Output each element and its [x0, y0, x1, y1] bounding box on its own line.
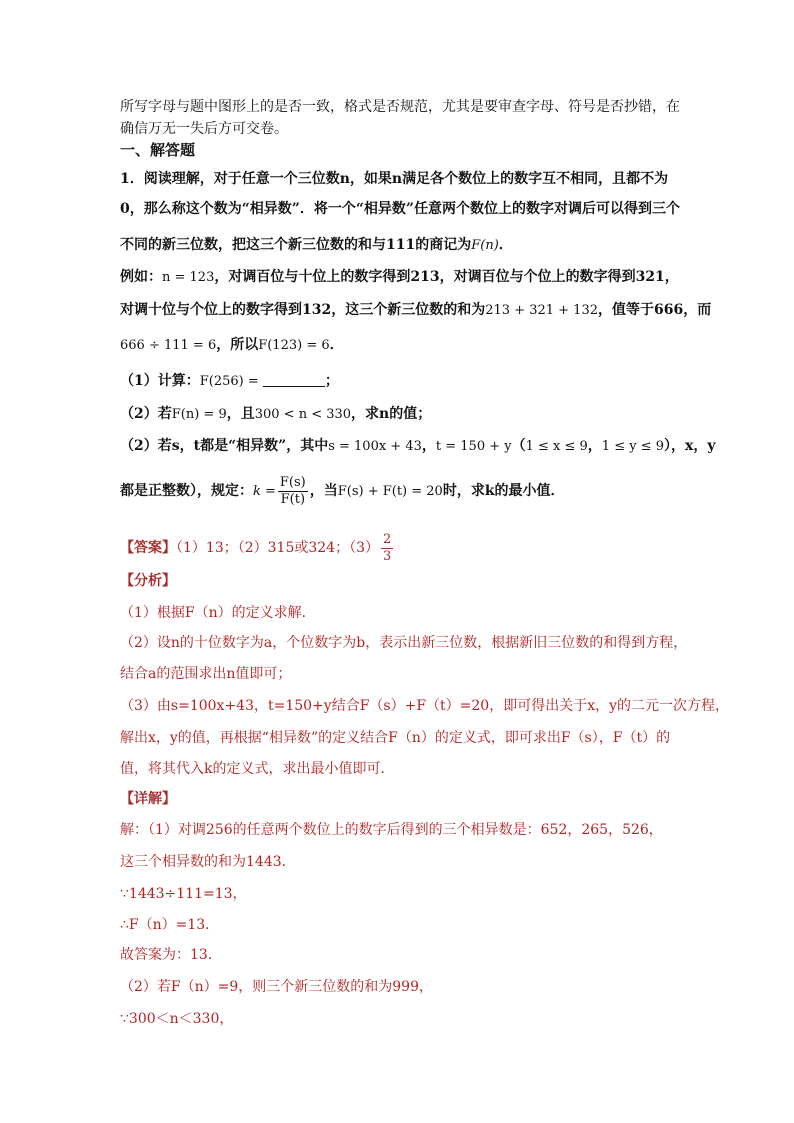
detail-line-4: ∴F（n）=13． — [120, 917, 220, 933]
detail-line-1: 解：（1）对调256的任意两个数位上的数字后得到的三个相异数是：652，265，526， — [120, 822, 663, 838]
question-2-math-1: F(n) = 9 — [171, 407, 227, 422]
example-line-3 — [120, 336, 344, 355]
analysis-label: 【分析】 — [120, 573, 176, 589]
problem-line-1: 1．阅读理解，对于任意一个三位数n，如果n满足各个数位上的数字互不相同，且都不为 — [120, 171, 669, 187]
answer-fraction-denominator: 3 — [382, 548, 392, 564]
problem-line-2: 0，那么称这个数为“相异数”．将一个“相异数”任意两个数位上的数字对调后可以得到三个 — [120, 201, 680, 217]
k-fraction — [278, 475, 308, 508]
fn-notation: F(n) — [471, 238, 499, 253]
detail-line-3: ∵1443÷111=13， — [120, 886, 247, 902]
detail-label: 【详解】 — [120, 791, 176, 807]
intro-line-1: 所写字母与题中图形上的是否一致，格式是否规范，尤其是要审查字母、符号是否抄错，在 — [120, 99, 680, 115]
analysis-line-2: （2）设n的十位数字为a，个位数字为b，表示出新三位数，根据新旧三位数的和得到方程， — [120, 635, 688, 651]
analysis-line-4: （3）由s=100x+43，t=150+y结合F（s）+F（t）=20，即可得出关于x，y的二元一次方程， — [120, 698, 730, 714]
example-math-f123: F(123) = 6 — [258, 338, 330, 353]
answer-blank — [263, 372, 325, 387]
question-2-label: （2）若 — [120, 406, 172, 422]
section-title: 一、解答题 — [120, 141, 196, 159]
analysis-line-1: （1）根据F（n）的定义求解． — [120, 605, 316, 621]
k-fraction-numerator: F(s) — [279, 474, 306, 490]
answer-fraction-numerator: 2 — [382, 531, 392, 547]
k-symbol: k = — [253, 484, 276, 499]
detail-line-6: （2）若F（n）=9，则三个新三位数的和为999， — [120, 979, 433, 995]
example-line-1-text: ，对调百位与十位上的数字得到213，对调百位与个位上的数字得到321， — [214, 269, 679, 285]
analysis-line-6: 值，将其代入k的定义式，求出最小值即可． — [120, 761, 395, 777]
problem-line-3 — [120, 236, 513, 255]
example-math-div: 666 ÷ 111 = 6 — [120, 338, 217, 353]
k-fraction-denominator: F(t) — [280, 491, 306, 507]
answer-text: （1）13；（2）315或324；（3） — [176, 540, 379, 556]
detail-line-7: ∵300＜n＜330， — [120, 1011, 234, 1027]
example-math-n: n = 123 — [162, 270, 215, 285]
example-prefix: 例如： — [120, 269, 162, 285]
question-3 — [120, 437, 715, 456]
answer-line — [120, 528, 395, 568]
example-line-1 — [120, 268, 679, 287]
question-3-label: （2）若s，t都是“相异数”，其中 — [120, 438, 329, 454]
problem-line-3-end: ． — [498, 237, 513, 253]
intro-line-2: 确信万无一失后方可交卷。 — [120, 121, 288, 137]
question-3-math-s: s = 100x + 43 — [328, 439, 422, 454]
question-2-math-2: 300 < n < 330 — [254, 407, 352, 422]
question-3-sep-2: ， — [587, 438, 602, 454]
question-4-label: 都是正整数），规定： — [120, 483, 253, 499]
question-4 — [120, 470, 565, 512]
question-3-sep-1: ， — [421, 438, 436, 454]
example-math-sum: 213 + 321 + 132 — [485, 303, 598, 318]
question-3-paren: （ — [511, 438, 526, 454]
question-3-math-t: t = 150 + y — [435, 439, 512, 454]
answer-fraction — [381, 532, 393, 565]
question-1-math: F(256) = — [199, 374, 263, 389]
question-4-text: ，当 — [309, 483, 338, 499]
question-4-math: F(s) + F(t) = 20 — [337, 484, 443, 499]
question-3-end: ），x，y — [664, 438, 716, 454]
question-1-label: （1）计算： — [120, 373, 200, 389]
detail-line-2: 这三个相异数的和为1443． — [120, 854, 296, 870]
question-2-end: ，求n的值； — [351, 406, 432, 422]
question-4-end: 时，求k的最小值． — [442, 483, 565, 499]
example-line-2 — [120, 301, 711, 320]
question-3-math-y: 1 ≤ y ≤ 9 — [601, 439, 664, 454]
question-2-text: ，且 — [226, 406, 255, 422]
example-line-3-end: ． — [329, 337, 344, 353]
example-line-2-end: ，值等于666，而 — [598, 302, 712, 318]
problem-line-3-text: 不同的新三位数，把这三个新三位数的和与111的商记为 — [120, 237, 472, 253]
example-line-2-text: 对调十位与个位上的数字得到132，这三个新三位数的和为 — [120, 302, 486, 318]
answer-label: 【答案】 — [120, 540, 176, 556]
question-2 — [120, 405, 431, 424]
question-1 — [120, 372, 339, 391]
example-line-3-text: ，所以 — [216, 337, 259, 353]
question-3-math-x: 1 ≤ x ≤ 9 — [525, 439, 588, 454]
analysis-line-3: 结合a的范围求出n值即可； — [120, 666, 292, 682]
detail-line-5: 故答案为：13． — [120, 947, 222, 963]
question-1-end: ； — [324, 373, 339, 389]
analysis-line-5: 解出x，y的值，再根据“相异数”的定义结合F（n）的定义式，即可求出F（s），F（t）的 — [120, 730, 671, 746]
